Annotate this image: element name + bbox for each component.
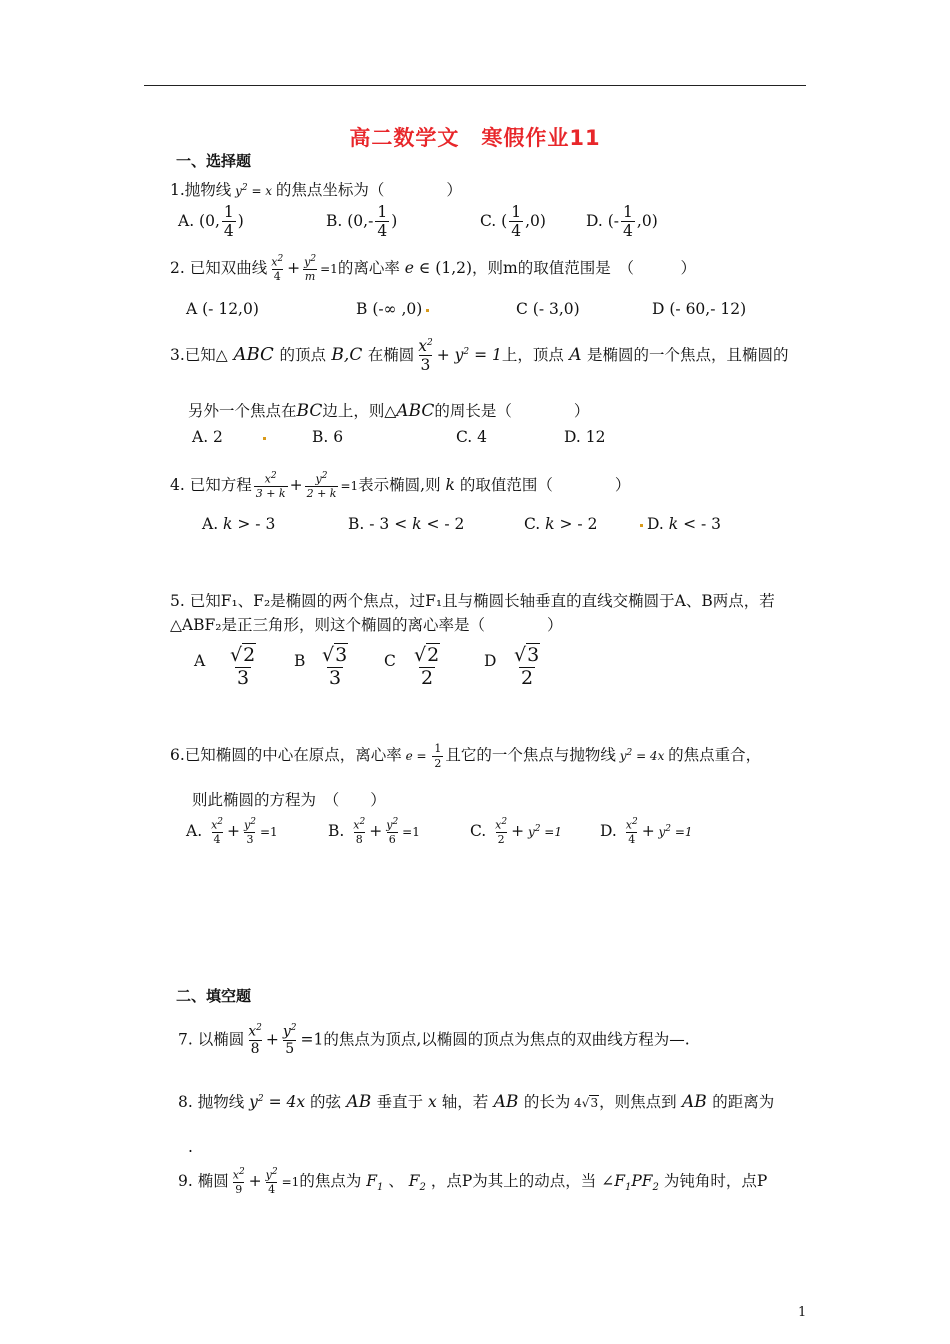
q5-option-d-value: $\frac{√3}{2}$: [514, 644, 540, 689]
orange-dot-mark: [640, 524, 643, 527]
q5-option-d-label: D: [484, 652, 497, 670]
q3-option-d: D. 12: [564, 428, 606, 446]
question-6-line-1: 6.已知椭圆的中心在原点，离心率 e = $\frac{1}{2}$ 且它的一个焦点与抛物线 $y^2 = 4x$ 的焦点重合，: [170, 742, 762, 770]
question-7: 7. 以椭圆 $\frac{x^2}{8}$ + $\frac{y^2}{5}$ =1的焦点为顶点,以椭圆的顶点为焦点的双曲线方程为—.: [178, 1023, 690, 1058]
q2-option-c: C (- 3,0): [516, 300, 580, 318]
q3-option-b: B. 6: [312, 428, 344, 446]
question-8-line-2: .: [188, 1138, 193, 1156]
q4-option-a: A. k > - 3: [202, 515, 276, 533]
q2-option-d: D (- 60,- 12): [652, 300, 747, 318]
q5-option-c-label: C: [384, 652, 396, 670]
q1-option-d: D. (- $\frac{1}{4}$ ,0): [586, 203, 658, 241]
orange-dot-mark: [426, 309, 429, 312]
question-1: 1.抛物线 $y^2 = x$ 的焦点坐标为（ ）: [170, 181, 462, 199]
q4-option-c: C. k > - 2: [524, 515, 598, 533]
q5-option-b-label: B: [294, 652, 306, 670]
question-3-line-1: 3.已知△ ABC 的顶点 B,C 在椭圆 $\frac{x^2}{3}$ + $y^2 = 1$上，顶点 A 是椭圆的一个焦点，且椭圆的: [170, 337, 789, 375]
q1-option-a: A. (0, $\frac{1}{4}$ ): [178, 203, 244, 241]
q5-option-c-value: $\frac{√2}{2}$: [414, 644, 440, 689]
page-title: 高二数学文 寒假作业11: [349, 126, 601, 150]
question-2: 2. 已知双曲线 $\frac{x^2}{4}$ + $\frac{y^2}{m}$ =1的离心率 e ∈ (1,2)，则m的取值范围是 （ ）: [170, 254, 696, 284]
question-4: 4. 已知方程 $\frac{x^2}{3 + k}$ + $\frac{y^2}{2 + k}$ =1表示椭圆,则 k 的取值范围（ ）: [170, 471, 631, 501]
q6-option-b: B. $\frac{x^2}{8}$ + $\frac{y^2}{6}$ =1: [328, 817, 420, 847]
q3-option-c: C. 4: [456, 428, 488, 446]
q3-option-a: A. 2: [192, 428, 270, 446]
q6-option-d: D. $\frac{x^2}{4}$ + $y^2 =1$: [600, 817, 693, 847]
orange-dot-mark: [263, 437, 266, 440]
question-5-line-1: 5. 已知F₁、F₂是椭圆的两个焦点，过F₁且与椭圆长轴垂直的直线交椭圆于A、B两点，若: [170, 592, 775, 610]
page-number: 1: [798, 1305, 807, 1320]
q4-option-b: B. - 3 < k < - 2: [348, 515, 465, 533]
q6-option-a: A. $\frac{x^2}{4}$ + $\frac{y^2}{3}$ =1: [186, 817, 278, 847]
q5-option-a-value: $\frac{√2}{3}$: [230, 644, 256, 689]
q2-option-b: B (-∞ ,0): [356, 300, 433, 318]
q1-option-b: B. (0,- $\frac{1}{4}$ ): [326, 203, 398, 241]
top-rule: [144, 85, 806, 86]
question-5-line-2: △ABF₂是正三角形，则这个椭圆的离心率是（ ）: [170, 616, 563, 634]
q6-option-c: C. $\frac{x^2}{2}$ + $y^2 =1$: [470, 817, 562, 847]
section-fill-heading: 二、填空题: [176, 987, 252, 1005]
question-9: 9. 椭圆 $\frac{x^2}{9}$ + $\frac{y^2}{4}$ =1的焦点为 $F_1$ 、 $F_2$ ，点P为其上的动点，当 $\angle F_1PF_2$ 为钝角时，点P: [178, 1167, 768, 1197]
question-6-line-2: 则此椭圆的方程为 （ ）: [192, 791, 386, 809]
q2-option-a: A (- 12,0): [186, 300, 259, 318]
q5-option-a-label: A: [194, 652, 206, 670]
q4-option-d: D. k < - 3: [636, 515, 721, 533]
question-3-line-2: 另外一个焦点在BC边上，则△ABC的周长是（ ）: [188, 401, 590, 421]
section-choice-heading: 一、选择题: [176, 152, 252, 170]
q1-option-c: C. ( $\frac{1}{4}$ ,0): [480, 203, 546, 241]
q5-option-b-value: $\frac{√3}{3}$: [322, 644, 348, 689]
question-8-line-1: 8. 抛物线 $y^2 = 4x$ 的弦 AB 垂直于 x 轴，若 AB 的长为 4√3，则焦点到 AB 的距离为: [178, 1092, 775, 1112]
